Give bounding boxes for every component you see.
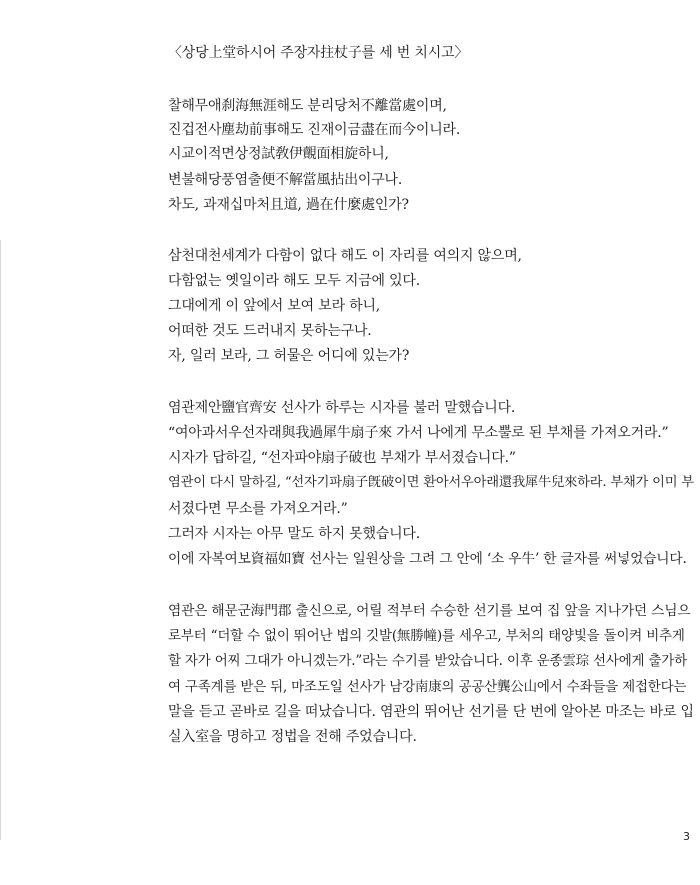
story-line-4: 염관이 다시 말하길, “선자기파扇子旣破이면 환아서우아래還我犀牛兒來하라. 부채가 이미 부 [168,475,694,490]
verse2-line-2: 다함없는 옛일이라 해도 모두 지금에 있다. [168,273,421,289]
sermon-header-line: 〈상당上堂하시어 주장자拄杖子를 세 번 치시고〉 [168,45,469,61]
bio-line-4: 여 구족계를 받은 뒤, 마조도일 선사가 남강南康의 공공산龔公山에서 수좌들을 제접한다는 [168,679,687,695]
bio-line-2: 로부터 “더할 수 없이 뛰어난 법의 깃발(無勝幢)를 세우고, 부처의 태양빛을 돌이켜 비추게 [168,628,685,644]
bio-line-1: 염관은 해문군海門郡 출신으로, 어릴 적부터 수승한 선기를 보여 집 앞을 지나가던 스님으 [168,603,691,619]
verse1-line-3: 시교이적면상정試敎伊覿面相旋하니, [168,146,389,162]
verse2-line-1: 삼천대천세계가 다함이 없다 해도 이 자리를 여의지 않으며, [168,248,522,264]
verse1-line-5: 차도, 과재십마처且道, 過在什麼處인가? [168,197,409,213]
story-line-3: 시자가 답하길, “선자파야扇子破也 부채가 부서졌습니다.” [168,450,516,466]
story-line-5: 서졌다면 무소를 가져오거라.” [168,501,348,517]
bio-line-6: 실入室을 명하고 정법을 전해 주었습니다. [168,729,417,745]
story-line-6: 그러자 시자는 아무 말도 하지 못했습니다. [168,526,421,542]
page-edge-divider [0,240,1,840]
verse2-line-5: 자, 일러 보라, 그 허물은 어디에 있는가? [168,348,410,364]
story-line-1: 염관제안鹽官齊安 선사가 하루는 시자를 불러 말했습니다. [168,400,516,416]
bio-line-3: 할 자가 어찌 그대가 아니겠는가.”라는 수기를 받았습니다. 이후 운종雲琮 선사에게 출가하 [168,653,687,669]
story-line-7: 이에 자복여보資福如寶 선사는 일원상을 그려 그 안에 ‘소 우牛’ 한 글자를 써넣었습니다. [168,551,687,567]
verse2-line-3: 그대에게 이 앞에서 보여 보라 하니, [168,298,381,314]
verse2-line-4: 어떠한 것도 드러내지 못하는구나. [168,323,372,339]
page-number: 3 [683,830,690,843]
story-line-2: “여아과서우선자래與我過犀牛扇子來 가서 나에게 무소뿔로 된 부채를 가져오거라.” [168,425,669,441]
verse1-line-4: 변불해당풍염출便不解當風拈出이구나. [168,172,403,188]
verse1-line-1: 찰해무애刹海無涯해도 분리당처不離當處이며, [168,98,447,114]
verse1-line-2: 진겁전사塵劫前事해도 진재이금盡在而今이니라. [168,122,461,138]
bio-line-5: 말을 듣고 곧바로 길을 떠났습니다. 염관의 뛰어난 선기를 단 번에 알아본 마조는 바로 입 [168,704,694,720]
